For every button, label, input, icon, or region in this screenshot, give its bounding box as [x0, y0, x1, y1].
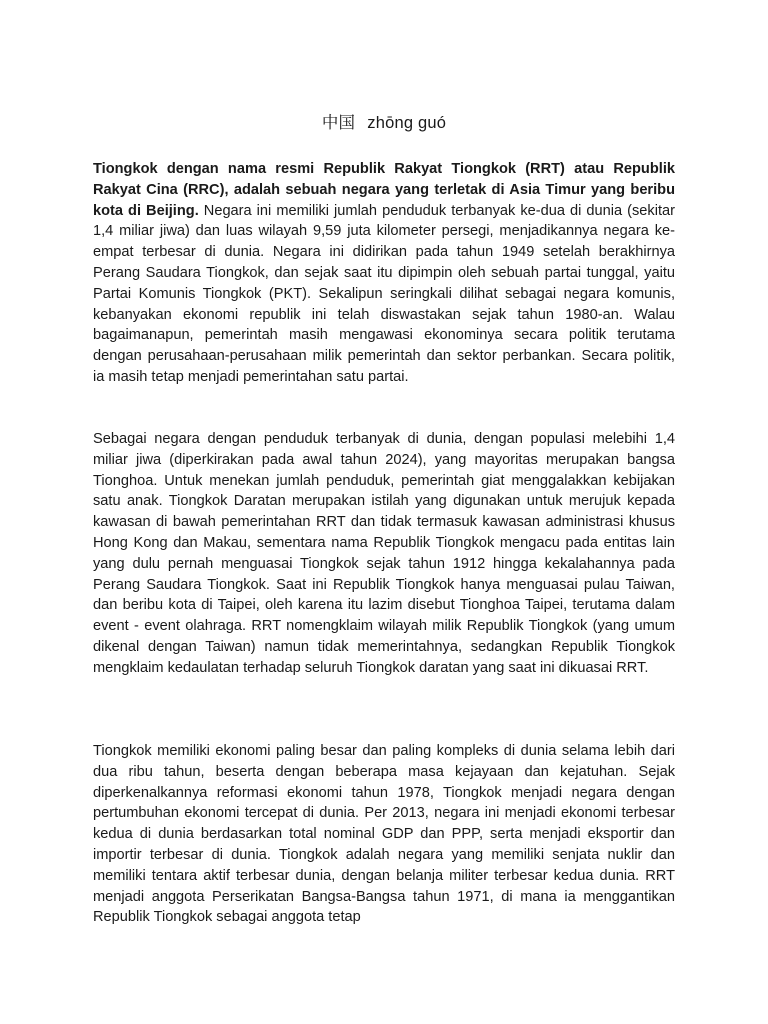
document-title	[0, 112, 768, 134]
paragraph-1	[93, 159, 675, 388]
title-hanzi: 中国	[321, 113, 356, 132]
paragraph-2	[93, 429, 675, 679]
paragraph-3-text: Tiongkok memiliki ekonomi paling besar dan paling kompleks di dunia selama lebih dari dua ribu tahun, beserta dengan beberapa masa kejayaan dan kejatuhan. Sejak diperkenalkannya reformasi ekonomi tahun 1978, Tiongkok menjadi negara dengan pertumbuhan ekonomi tercepat di dunia. Per 2013, negara ini menjadi ekonomi terbesar kedua di dunia berdasarkan total nominal GDP dan PPP, serta menjadi eksportir dan importir terbesar di dunia. Tiongkok adalah negara yang memiliki senjata nuklir dan memiliki tentara aktif terbesar dunia, dengan belanja militer terbesar kedua dunia. RRT menjadi anggota Perserikatan Bangsa-Bangsa tahun 1971, di mana ia menggantikan Republik Tiongkok sebagai anggota tetap	[93, 743, 675, 926]
paragraph-1-text: Negara ini memiliki jumlah penduduk terbanyak ke-dua di dunia (sekitar 1,4 miliar jiwa) dan luas wilayah 9,59 juta kilometer persegi, menjadikannya negara ke-empat terbesar di dunia. Negara ini didirikan pada tahun 1949 setelah berakhirnya Perang Saudara Tiongkok, dan sejak saat itu dipimpin oleh sebuah partai tunggal, yaitu Partai Komunis Tiongkok (PKT). Sekalipun seringkali dilihat sebagai negara komunis, kebanyakan ekonomi republik ini telah diswastakan sejak tahun 1980-an. Walau bagaimanapun, pemerintah masih mengawasi ekonominya secara politik terutama dengan perusahaan-perusahaan milik pemerintah dan sektor perbankan. Secara politik, ia masih tetap menjadi pemerintahan satu partai.	[93, 202, 675, 385]
paragraph-3	[93, 741, 675, 928]
paragraph-1-lead: Tiongkok dengan nama resmi Republik Rakyat Tiongkok (RRT) atau Republik Rakyat Cina (RRC), adalah sebuah negara yang terletak di Asia Timur yang beribu kota di Beijing.	[93, 161, 675, 219]
paragraph-2-text: Sebagai negara dengan penduduk terbanyak di dunia, dengan populasi melebihi 1,4 miliar jiwa (diperkirakan pada awal tahun 2024), yang mayoritas merupakan bangsa Tionghoa. Untuk menekan jumlah penduduk, pemerintah giat menggalakkan kebijakan satu anak. Tiongkok Daratan merupakan istilah yang digunakan untuk merujuk kepada kawasan di bawah pemerintahan RRT dan tidak termasuk kawasan administrasi khusus Hong Kong dan Makau, sementara nama Republik Tiongkok mengacu pada entitas lain yang dulu pernah menguasai Tiongkok sejak tahun 1912 hingga kekalahannya pada Perang Saudara Tiongkok. Saat ini Republik Tiongkok hanya menguasai pulau Taiwan, dan beribu kota di Taipei, oleh karena itu lazim disebut Tionghoa Taipei, terutama dalam event - event olahraga. RRT nomengklaim wilayah milik Republik Tiongkok (yang umum dikenal dengan Taiwan) namun tidak memerintahnya, sedangkan Republik Tiongkok mengklaim kedaulatan terhadap seluruh Tiongkok daratan yang saat ini dikuasai RRT.	[93, 431, 675, 676]
title-pinyin: zhōng guó	[367, 114, 447, 132]
